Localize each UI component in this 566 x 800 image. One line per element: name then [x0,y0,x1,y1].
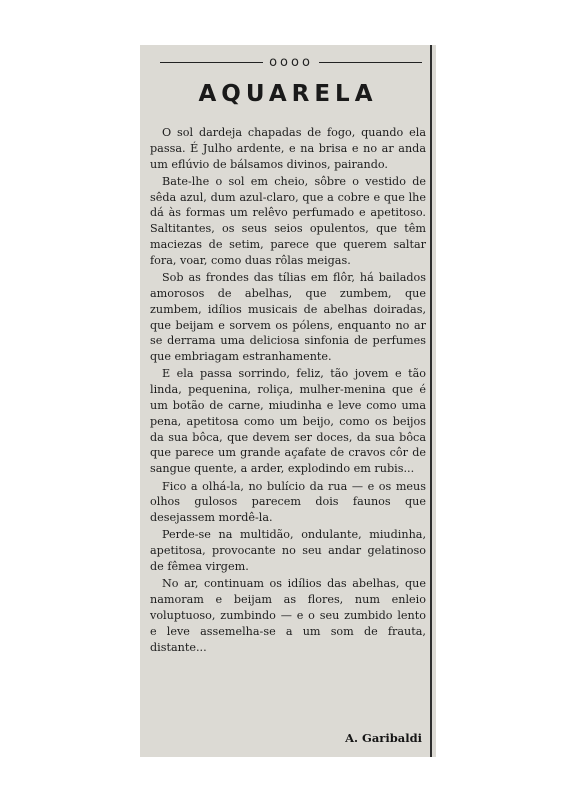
article-title: AQUARELA [198,81,378,107]
paragraph: O sol dardeja chapadas de fogo, quando ela passa. É Julho ardente, e na brisa e no ar anda um eflúvio de bálsamos divinos, pairando. [150,126,426,171]
paragraph: Sob as frondes das tílias em flôr, há bailados amorosos de abelhas, que zumbem, que zumbem, idílios musicais de abelhas doiradas, que beijam e sorvem os pólens, enquanto no ar se derrama uma deliciosa sinfonia de perfumes que embriagam estranhamente. [150,271,426,364]
divider-rule-right [319,62,422,63]
paragraph: No ar, continuam os idílios das abelhas, que namoram e beijam as flores, num enleio voluptuoso, zumbindo — e o seu zumbido lento e leve assemelha-se a um som de frauta, distante... [150,577,426,654]
ornament-mark: oooo [269,54,313,70]
article-body [150,125,426,657]
paragraph: Perde-se na multidão, ondulante, miudinha, apetitosa, provocante no seu andar gelatinoso de fêmea virgem. [150,528,426,574]
paragraph: Bate-lhe o sol em cheio, sôbre o vestido de sêda azul, dum azul-claro, que a cobre e que lhe dá às formas um relêvo perfumado e apetitoso. Saltitantes, os seus seios opulentos, que têm maciezas de setim, parece que querem saltar fora, voar, como duas rôlas meigas. [150,174,426,267]
paragraph: Fico a olhá-la, no bulício da rua — e os meus olhos gulosos parecem dois faunos que desejassem mordê-la. [150,479,426,525]
newspaper-clipping [140,45,436,757]
author-signature: A. Garibaldi [345,731,422,745]
ornament-divider [160,53,422,71]
divider-rule-left [160,62,263,63]
paragraph: E ela passa sorrindo, feliz, tão jovem e tão linda, pequenina, roliça, mulher-menina que é um botão de carne, miudinha e leve como uma pena, apetitosa como um beijo, como os beijos da sua bôca, que devem ser doces, da sua bôca que parece um grande açafate de cravos côr de sangue quente, a arder, explodindo em rubis... [150,367,426,476]
column-edge-line [430,45,432,757]
